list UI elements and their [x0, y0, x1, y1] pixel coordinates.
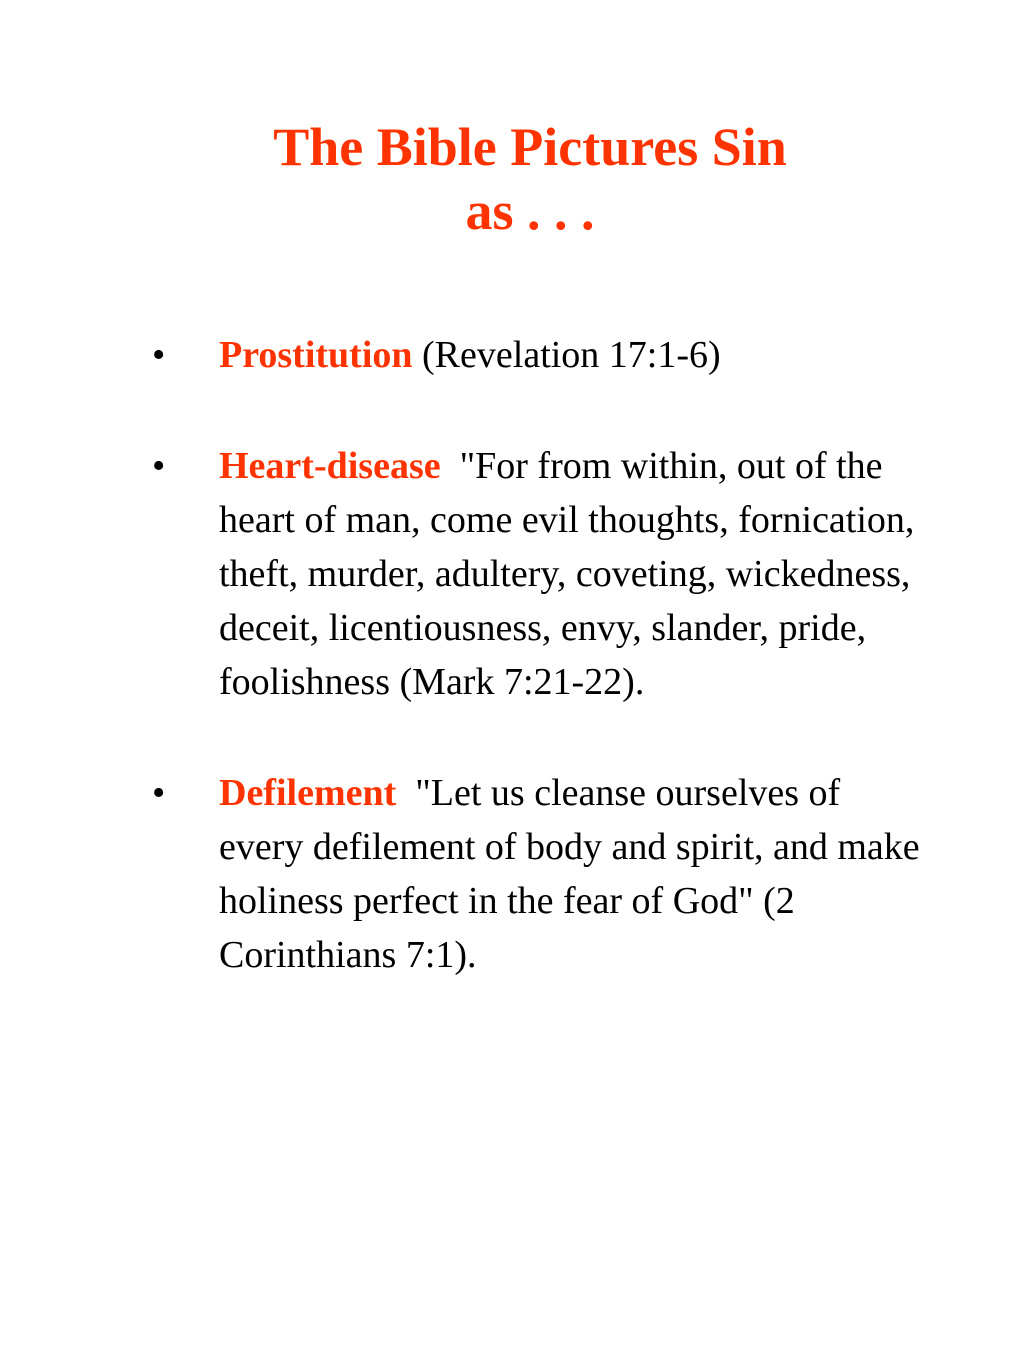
bullet-term: Prostitution — [219, 334, 413, 376]
bullet-text: (Revelation 17:1-6) — [412, 334, 721, 376]
bullet-icon: • — [152, 445, 166, 487]
title-line-2: as . . . — [465, 181, 595, 241]
title-line-1: The Bible Pictures Sin — [273, 117, 787, 177]
bullet-item-defilement — [0, 766, 1024, 982]
bullet-text: "Let us cleanse ourselves of every defilement of body and spirit, and make holiness perfect in the fear of God" (2 Corinthians 7:1). — [219, 772, 930, 976]
bullet-icon: • — [152, 334, 166, 376]
bullet-term: Defilement — [219, 772, 397, 814]
bullet-icon: • — [152, 772, 166, 814]
bullet-item-prostitution — [0, 328, 1024, 382]
bullet-term: Heart-disease — [219, 445, 441, 487]
slide-title — [0, 115, 1024, 243]
bullet-list — [0, 328, 1024, 982]
bullet-text: "For from within, out of the heart of man, come evil thoughts, fornication, theft, murder, adultery, coveting, wickedness, deceit, licentiousness, envy, slander, pride, foolishness (Mark 7:21-22). — [219, 445, 924, 703]
bullet-item-heart-disease — [0, 439, 1024, 709]
